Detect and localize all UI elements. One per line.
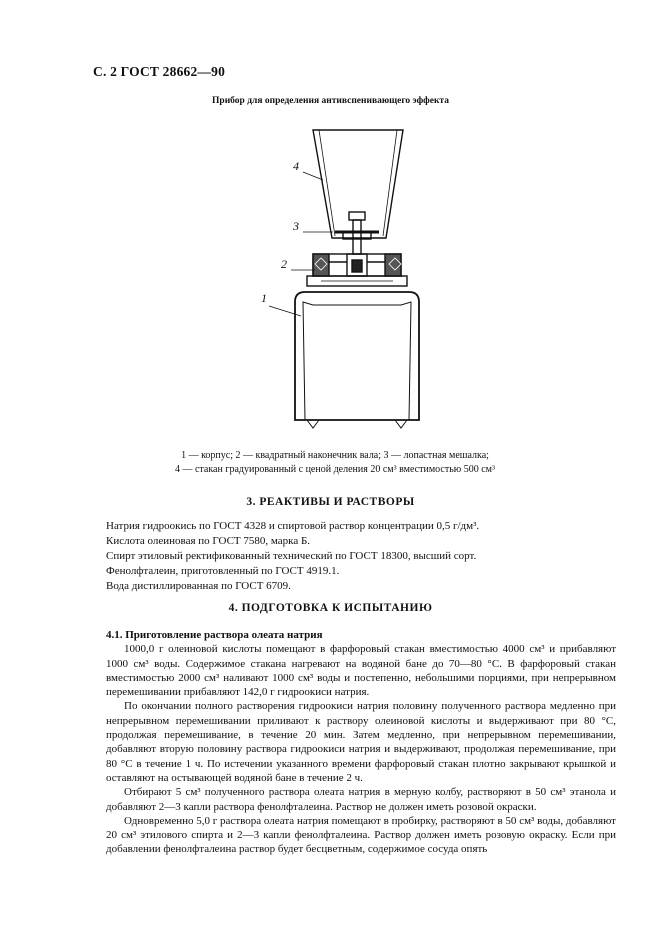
square-shaft-tip bbox=[352, 260, 362, 272]
paragraph: По окончании полного растворения гидроокиси натрия половину полученного раствора медленно при непрерывном перемешивании приливают к раствору олеиновой кислоты и выдерживают при 80 °С, продолжая перемешивание, в течение 20 мин. Затем медленно, при непрерывном перемешивании, добавляют вторую половину раствора гидроокиси натрия и выдерживают, продолжая перемешивание, при 80 °С в течение 1 ч. По истечении указанного времени фарфоровый стакан плотно закрывают крышкой и оставляют на остывающей водяной бане в течение 2 ч. bbox=[106, 700, 616, 784]
paragraph: Отбирают 5 см³ полученного раствора олеата натрия в мерную колбу, растворяют в 50 см³ этанола и добавляют 2—3 капли раствора фенолфталеина. Раствор не должен иметь розовой окраски. bbox=[106, 786, 616, 813]
figure-title: Прибор для определения антивспенивающего эффекта bbox=[212, 96, 449, 106]
section-3-title: 3. РЕАКТИВЫ И РАСТВОРЫ bbox=[246, 496, 415, 508]
label-3: 3 bbox=[293, 219, 299, 233]
caption-line-1: 1 — корпус; 2 — квадратный наконечник вала; 3 — лопастная мешалка; bbox=[181, 450, 489, 461]
apparatus-drawing bbox=[255, 120, 465, 440]
caption-line-2: 4 — стакан градуированный с ценой деления 20 см³ вместимостью 500 см³ bbox=[174, 464, 495, 475]
reagent-item: Вода дистиллированная по ГОСТ 6709. bbox=[106, 580, 291, 592]
page-header: С. 2 ГОСТ 28662—90 bbox=[93, 64, 226, 79]
reagent-item: Кислота олеиновая по ГОСТ 7580, марка Б. bbox=[106, 535, 311, 547]
reagent-item: Спирт этиловый ректификованный технический по ГОСТ 18300, высший сорт. bbox=[106, 550, 477, 562]
apparatus-figure bbox=[255, 120, 465, 440]
label-1: 1 bbox=[261, 291, 267, 305]
label-2: 2 bbox=[281, 257, 287, 271]
paragraph: 1000,0 г олеиновой кислоты помещают в фарфоровый стакан вместимостью 4000 см³ и прибавляют 1000 см³ воды. Содержимое стакана нагревают на водяной бане до 70—80 °С. В фарфоровый стакан вместимостью 2000 см³ наливают 1000 см³ воды и постепенно, небольшими порциями, при непрерывном перемешивании прибавляют 142,0 г гидроокиси натрия. bbox=[106, 643, 616, 699]
subsection-title: 4.1. Приготовление раствора олеата натрия bbox=[106, 629, 323, 641]
stirrer-hub bbox=[349, 212, 365, 220]
section-4-title: 4. ПОДГОТОВКА К ИСПЫТАНИЮ bbox=[228, 602, 433, 614]
reagents-list bbox=[106, 519, 626, 594]
paragraph: Одновременно 5,0 г раствора олеата натрия помещают в пробирку, растворяют в 50 см³ воды, добавляют 20 см³ этилового спирта и 2—3 капли фенолфталеина. Раствор должен иметь розовую окраску. Если при добавлении фенолфталеина раствор будет бесцветным, содержимое сосуда опять bbox=[106, 814, 616, 856]
stirrer-shaft bbox=[353, 220, 361, 254]
figure-caption bbox=[100, 449, 570, 477]
reagent-item: Фенолфталеин, приготовленный по ГОСТ 4919.1. bbox=[106, 565, 340, 577]
reagent-item: Натрия гидроокись по ГОСТ 4328 и спиртовой раствор концентрации 0,5 г/дм³. bbox=[106, 520, 480, 532]
section-4-body bbox=[106, 628, 616, 857]
label-4: 4 bbox=[293, 159, 299, 173]
housing-body bbox=[295, 292, 419, 420]
